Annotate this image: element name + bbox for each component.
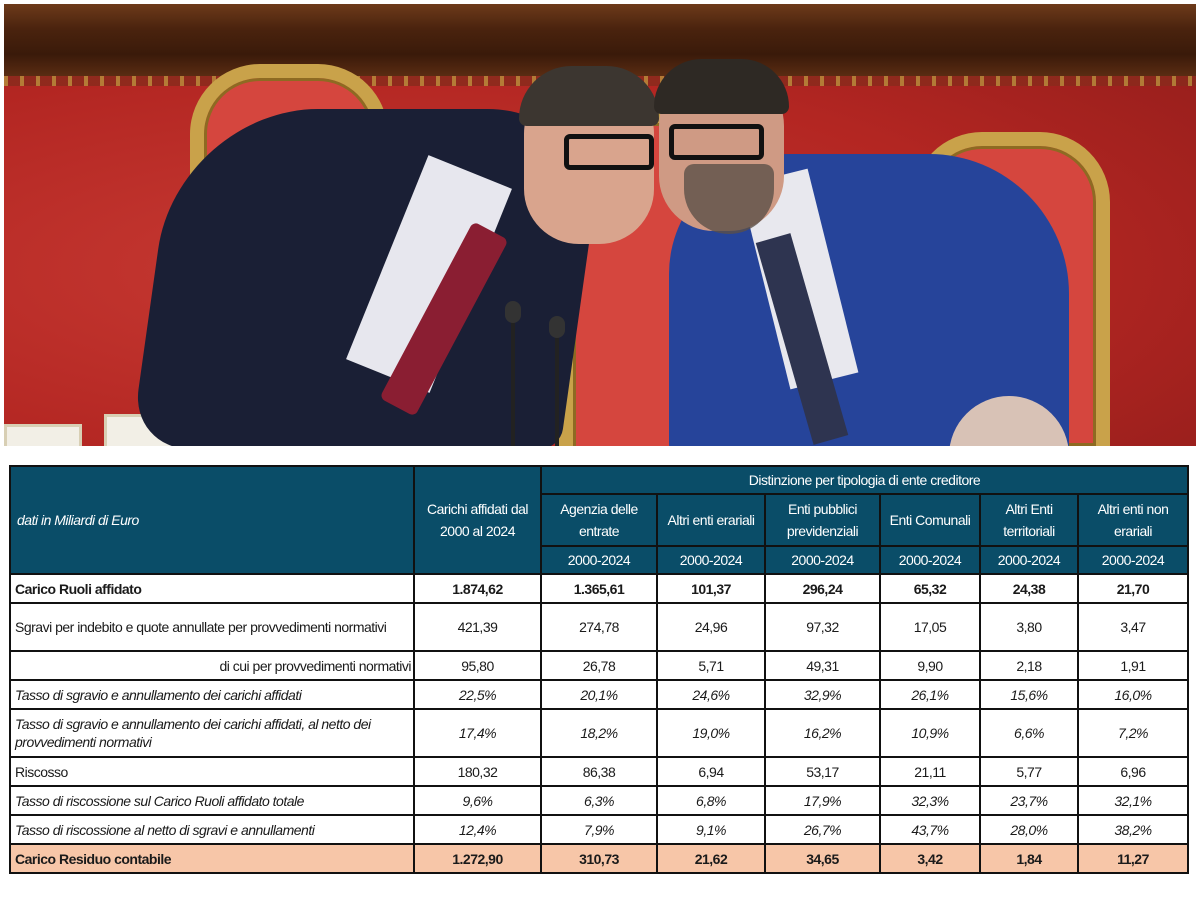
row-label: Carico Ruoli affidato — [10, 574, 414, 603]
table-row — [10, 786, 1188, 815]
cell: 310,73 — [541, 844, 657, 873]
period-header: 2000-2024 — [980, 546, 1078, 574]
cell: 32,3% — [880, 786, 980, 815]
cell: 9,1% — [657, 815, 765, 844]
cell: 24,6% — [657, 680, 765, 709]
cell: 6,8% — [657, 786, 765, 815]
row-label: Carico Residuo contabile — [10, 844, 414, 873]
cell-total: 1.272,90 — [414, 844, 541, 873]
cell: 26,7% — [765, 815, 880, 844]
table-row — [10, 651, 1188, 680]
data-table — [9, 465, 1189, 874]
cell-total: 17,4% — [414, 709, 541, 757]
table-row — [10, 815, 1188, 844]
total-column-header: Carichi affidati dal 2000 al 2024 — [414, 466, 541, 574]
table-row — [10, 574, 1188, 603]
cell: 26,78 — [541, 651, 657, 680]
cell: 15,6% — [980, 680, 1078, 709]
cell: 6,6% — [980, 709, 1078, 757]
cell: 5,71 — [657, 651, 765, 680]
row-label: Tasso di sgravio e annullamento dei carichi affidati, al netto dei provvedimenti normativi — [10, 709, 414, 757]
cell: 28,0% — [980, 815, 1078, 844]
news-photo — [4, 4, 1196, 446]
cell: 2,18 — [980, 651, 1078, 680]
cell: 38,2% — [1078, 815, 1188, 844]
unit-label: dati in Miliardi di Euro — [10, 466, 414, 574]
row-label: Tasso di riscossione al netto di sgravi e annullamenti — [10, 815, 414, 844]
column-header: Agenzia delle entrate — [541, 494, 657, 546]
row-label: Tasso di riscossione sul Carico Ruoli affidato totale — [10, 786, 414, 815]
cell: 9,90 — [880, 651, 980, 680]
desk-nameplate — [4, 424, 82, 446]
period-header: 2000-2024 — [880, 546, 980, 574]
cell: 16,0% — [1078, 680, 1188, 709]
table-row — [10, 709, 1188, 757]
cell: 6,96 — [1078, 757, 1188, 786]
cell: 21,11 — [880, 757, 980, 786]
cell: 17,05 — [880, 603, 980, 651]
column-header: Altri Enti territoriali — [980, 494, 1078, 546]
column-header: Altri enti non erariali — [1078, 494, 1188, 546]
table-row — [10, 603, 1188, 651]
cell: 5,77 — [980, 757, 1078, 786]
cell: 274,78 — [541, 603, 657, 651]
cell: 296,24 — [765, 574, 880, 603]
period-header: 2000-2024 — [657, 546, 765, 574]
column-header: Altri enti erariali — [657, 494, 765, 546]
cell: 7,9% — [541, 815, 657, 844]
cell: 43,7% — [880, 815, 980, 844]
cell-total: 421,39 — [414, 603, 541, 651]
person-right-hair — [654, 59, 789, 114]
column-header: Enti pubblici previdenziali — [765, 494, 880, 546]
cell: 65,32 — [880, 574, 980, 603]
cell-total: 9,6% — [414, 786, 541, 815]
cell: 26,1% — [880, 680, 980, 709]
cell: 1,84 — [980, 844, 1078, 873]
cell: 21,62 — [657, 844, 765, 873]
cell: 17,9% — [765, 786, 880, 815]
cell-total: 12,4% — [414, 815, 541, 844]
row-label: Tasso di sgravio e annullamento dei carichi affidati — [10, 680, 414, 709]
cell: 6,94 — [657, 757, 765, 786]
cell-total: 180,32 — [414, 757, 541, 786]
cell: 19,0% — [657, 709, 765, 757]
tax-collection-table — [9, 465, 1187, 874]
cell: 97,32 — [765, 603, 880, 651]
cell: 49,31 — [765, 651, 880, 680]
row-label: Riscosso — [10, 757, 414, 786]
cell: 21,70 — [1078, 574, 1188, 603]
cell: 24,38 — [980, 574, 1078, 603]
period-header: 2000-2024 — [1078, 546, 1188, 574]
cell: 24,96 — [657, 603, 765, 651]
glasses-icon — [564, 134, 654, 170]
row-label: di cui per provvedimenti normativi — [10, 651, 414, 680]
row-label: Sgravi per indebito e quote annullate per provvedimenti normativi — [10, 603, 414, 651]
table-row-residuo — [10, 844, 1188, 873]
table-row — [10, 680, 1188, 709]
microphone-icon — [511, 319, 515, 446]
cell: 1.365,61 — [541, 574, 657, 603]
period-header: 2000-2024 — [765, 546, 880, 574]
cell: 23,7% — [980, 786, 1078, 815]
microphone-icon — [555, 334, 559, 446]
cell: 20,1% — [541, 680, 657, 709]
group-header: Distinzione per tipologia di ente creditore — [541, 466, 1188, 494]
cell: 53,17 — [765, 757, 880, 786]
cell-total: 95,80 — [414, 651, 541, 680]
cell: 86,38 — [541, 757, 657, 786]
cell: 32,9% — [765, 680, 880, 709]
column-header: Enti Comunali — [880, 494, 980, 546]
cell: 3,42 — [880, 844, 980, 873]
period-header: 2000-2024 — [541, 546, 657, 574]
cell: 18,2% — [541, 709, 657, 757]
cell: 6,3% — [541, 786, 657, 815]
cell: 1,91 — [1078, 651, 1188, 680]
cell: 3,47 — [1078, 603, 1188, 651]
cell: 11,27 — [1078, 844, 1188, 873]
table-row — [10, 757, 1188, 786]
cell: 16,2% — [765, 709, 880, 757]
cell: 32,1% — [1078, 786, 1188, 815]
cell-total: 1.874,62 — [414, 574, 541, 603]
cell: 7,2% — [1078, 709, 1188, 757]
glasses-icon — [669, 124, 764, 160]
cell: 3,80 — [980, 603, 1078, 651]
cell: 101,37 — [657, 574, 765, 603]
cell-total: 22,5% — [414, 680, 541, 709]
cell: 34,65 — [765, 844, 880, 873]
cell: 10,9% — [880, 709, 980, 757]
